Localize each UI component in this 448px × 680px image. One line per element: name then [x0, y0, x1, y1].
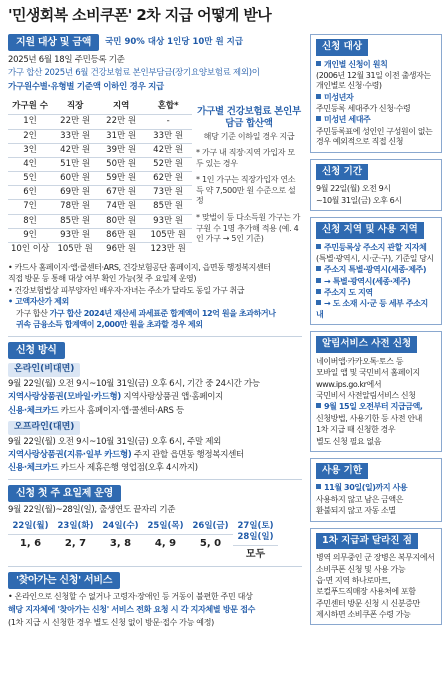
card-item-text: ~10월 31일(금) 오후 6시	[316, 195, 402, 205]
card-period-items	[311, 184, 441, 206]
card-item	[316, 357, 436, 367]
card-item-text: (특별·광역시, 시·군·구), 기준일 당시	[316, 253, 434, 263]
offline-line-2b: 주지 관할 읍면동 행정복지센터	[131, 449, 244, 460]
card-item-text: → 도 소재 시·군 등 세부 주소지 내	[316, 299, 428, 319]
card-item	[316, 288, 436, 298]
card-item-text: 소비쿠폰 신청 및 사용 가능	[316, 564, 406, 574]
card-item-text: 9월 15일 오전부터 지급금액,	[324, 402, 423, 412]
offline-line-3	[8, 463, 302, 474]
header-workplace: 직장	[66, 100, 84, 111]
cell-regional: 39만 원	[98, 143, 144, 157]
card-region-head: 신청 지역 및 사용 지역	[316, 222, 424, 239]
online-line-3	[8, 406, 302, 417]
cell-mixed: 62만 원	[144, 172, 192, 186]
weekday-cell	[233, 521, 278, 562]
support-bullet-5: 가구 합산 가구 합산 2024년 재산세 과세표준 합계액이 12억 원을 초과하거나	[16, 308, 276, 318]
offline-line-3b: 카드사 제휴은행 영업점(오후 4시까지)	[58, 463, 198, 474]
card-item	[316, 425, 436, 435]
card-diff	[310, 528, 442, 626]
card-diff-items	[311, 553, 441, 620]
card-item	[316, 265, 436, 275]
card-item-text: 병역 의무중인 군 장병은 복무지에서	[316, 553, 435, 563]
card-item	[316, 437, 436, 447]
bullet-square-icon	[316, 278, 321, 283]
cell-household: 2인	[8, 129, 52, 143]
card-item	[316, 506, 436, 516]
cell-household: 3인	[8, 143, 52, 157]
side-note-3: * 맞벌이 등 다소득원 가구는 가구원 수 1명 추가해 적용 (예. 4인 가구 → 5인 기준)	[196, 213, 301, 244]
card-item-text: (2006년 12월 31일 이전 출생자는 개인별로 신청·수령)	[316, 70, 431, 91]
offline-head: 오프라인(대면)	[8, 421, 80, 435]
card-item	[316, 610, 436, 620]
visit-line-2: 해당 지자체에 '찾아가는 신청' 서비스 전화 요청 시 각 지자체별 방문 접수	[8, 605, 256, 615]
cell-workplace: 78만 원	[52, 200, 98, 214]
card-alert-items	[311, 357, 441, 447]
card-item-text: 모바일 앱 및 국민비서 홈페이지	[316, 368, 420, 378]
offline-line-1: 9월 22일(월) 오전 9시~10월 31일(금) 오후 6시, 주말 제외	[8, 436, 222, 447]
card-item	[316, 60, 436, 70]
card-item	[316, 414, 436, 424]
bullet-square-icon	[316, 94, 321, 99]
amount-table-row	[8, 200, 192, 214]
cell-household: 1인	[8, 115, 52, 129]
card-item	[316, 71, 436, 92]
cell-regional: 74만 원	[98, 200, 144, 214]
cell-regional: 50만 원	[98, 157, 144, 171]
cell-mixed: 73만 원	[144, 186, 192, 200]
cell-household: 8인	[8, 214, 52, 228]
support-line-3: 가구원수별·유형별 기준액 이하인 경우 지급	[8, 81, 164, 92]
cell-workplace: 51만 원	[52, 157, 98, 171]
card-item	[316, 127, 436, 148]
weekday-date: 27일(토) 28일(일)	[233, 521, 278, 546]
bullet-square-icon	[316, 403, 321, 408]
support-line-1: 2025년 6월 18일 주민등록 기준	[8, 55, 125, 66]
visit-section-head: '찾아가는 신청' 서비스	[8, 572, 120, 589]
card-item	[316, 254, 436, 264]
cell-mixed: 42만 원	[144, 143, 192, 157]
card-item-text: 네이버앱·카카오톡·토스 등	[316, 356, 404, 366]
amount-table-row	[8, 214, 192, 228]
amount-table-row	[8, 243, 192, 257]
offline-line-2a: 지역사랑상품권(지류·일부 카드형)	[8, 449, 132, 460]
online-head: 온라인(비대면)	[8, 363, 80, 377]
weekday-digits: 2, 7	[64, 537, 87, 549]
card-alert	[310, 331, 442, 452]
online-line-3a: 신용·체크카드	[8, 405, 59, 416]
support-bullets	[8, 263, 302, 331]
card-item	[316, 391, 436, 401]
card-target-items	[311, 60, 441, 148]
household-side-note	[196, 106, 302, 245]
amount-table-row	[8, 115, 192, 129]
cell-workplace: 33만 원	[52, 129, 98, 143]
bullet-square-icon	[316, 61, 321, 66]
card-period	[310, 159, 442, 211]
cell-mixed: -	[144, 115, 192, 129]
visit-line-1: • 온라인으로 신청할 수 없거나 고령자·장애인 등 거동이 불편한 주민 대상	[8, 592, 253, 602]
card-item-text: 11월 30일(일)까지 사용	[324, 483, 408, 493]
online-line-2b: 지역사랑상품권 앱·홈페이지	[120, 392, 224, 403]
support-bullet-6: 귀속 금융소득 합계액이 2,000만 원을 초과할 경우 제외	[16, 320, 203, 330]
amount-table-row	[8, 172, 192, 186]
amount-table	[8, 99, 192, 257]
cell-mixed: 85만 원	[144, 200, 192, 214]
card-region-items	[311, 243, 441, 321]
weekday-cell	[53, 521, 98, 562]
card-item-text: 사용하지 않고 남은 금액은	[316, 494, 404, 504]
support-bullet-3: • 건강보험법상 피부양자인 배우자·자녀는 주소가 달라도 동일 가구 취급	[8, 285, 245, 295]
card-item-text: 주민등록상 주소지 관할 지자체	[324, 242, 427, 252]
cell-regional: 86만 원	[98, 228, 144, 242]
weekday-date: 26일(금)	[188, 521, 233, 535]
amount-table-row	[8, 129, 192, 143]
card-item-text: 주민센터 방문 신청 시 신분증만	[316, 598, 420, 608]
offline-line-2	[8, 450, 302, 461]
weekday-table	[8, 521, 302, 562]
support-bullet-4: • 고액자산가 제외	[8, 297, 69, 307]
weekday-cell	[98, 521, 143, 562]
weekday-cell	[188, 521, 233, 562]
cell-household: 6인	[8, 186, 52, 200]
support-header-row	[8, 34, 302, 51]
cell-workplace: 60만 원	[52, 172, 98, 186]
card-item	[316, 565, 436, 575]
header-mixed: 혼합*	[157, 100, 179, 111]
card-period-head: 신청 기간	[316, 164, 368, 181]
support-line-2	[8, 68, 302, 79]
weekday-cell	[143, 521, 188, 562]
amount-table-header	[8, 99, 192, 115]
card-item-text: 주소지 특별·광역시(세종·제주)	[324, 265, 427, 275]
card-deadline-items	[311, 483, 441, 516]
card-item	[316, 277, 436, 287]
cell-regional: 80만 원	[98, 214, 144, 228]
amount-table-row	[8, 143, 192, 157]
online-line-3b: 카드사 홈페이지·앱·콜센터·ARS 등	[58, 405, 184, 416]
cell-household: 4인	[8, 157, 52, 171]
weekday-digits: 모두	[245, 549, 266, 561]
card-item	[316, 587, 436, 597]
card-item-text: 주민등록 세대주가 신청·수령	[316, 104, 411, 114]
cell-mixed: 105만 원	[144, 228, 192, 242]
b5-text: 가구 합산 2024년 재산세 과세표준 합계액이 12억 원을 초과하거나	[49, 308, 276, 318]
cell-workplace: 85만 원	[52, 214, 98, 228]
amount-table-row	[8, 228, 192, 242]
weekday-section	[8, 479, 302, 561]
card-item	[316, 483, 436, 493]
weekday-digits: 3, 8	[109, 537, 132, 549]
weekday-section-head: 신청 첫 주 요일제 운영	[8, 485, 121, 502]
card-item	[316, 599, 436, 609]
card-item	[316, 243, 436, 253]
weekday-digits: 1, 6	[19, 537, 42, 549]
visit-line-3: (1차 지급 시 신청한 경우 별도 신청 없이 방문·접수 가능 예정)	[8, 617, 214, 627]
support-bullet-1: • 카드사 홈페이지·앱·콜센터·ARS, 건강보험공단 홈페이지, 읍면동 행정복지센터	[8, 262, 271, 272]
cell-household: 10인 이상	[8, 243, 52, 257]
card-item-text: 주민등록표에 성인인 구성원이 없는 경우 예외적으로 직접 신청	[316, 126, 433, 147]
support-bullet-2: 직접 방문 등 통해 대상 여부 확인 가능(첫 주 요일제 운영)	[8, 274, 197, 284]
card-target-head: 신청 대상	[316, 39, 368, 56]
weekday-date: 22일(월)	[8, 521, 53, 535]
amount-table-row	[8, 157, 192, 171]
card-item	[316, 93, 436, 103]
card-region	[310, 217, 442, 325]
card-item	[316, 299, 436, 320]
card-item-text: 주소지 도 지역	[324, 288, 373, 298]
card-item-text: www.ips.go.kr에서	[316, 379, 382, 389]
header-household: 가구원 수	[12, 100, 48, 111]
card-item-text: 제시하면 소비쿠폰 수령 가능	[316, 610, 411, 620]
card-item-text: 로컬푸드직매장 사용처에 포함	[316, 587, 416, 597]
card-item	[316, 196, 436, 206]
cell-household: 5인	[8, 172, 52, 186]
card-item-text: 9월 22일(월) 오전 9시	[316, 184, 391, 194]
card-item	[316, 104, 436, 114]
cell-workplace: 69만 원	[52, 186, 98, 200]
cell-workplace: 42만 원	[52, 143, 98, 157]
card-item-text: 1차 지급 때 신청한 경우	[316, 425, 396, 435]
offline-line-3a: 신용·체크카드	[8, 463, 59, 474]
page-title: '민생회복 소비쿠폰' 2차 지급 어떻게 받나	[8, 6, 272, 24]
card-item	[316, 380, 436, 390]
bullet-square-icon	[316, 266, 321, 271]
cell-mixed: 123만 원	[144, 243, 192, 257]
cell-regional: 31만 원	[98, 129, 144, 143]
card-item-text: 미성년 세대주	[324, 115, 371, 125]
header-regional: 지역	[112, 100, 130, 111]
cell-regional: 96만 원	[98, 243, 144, 257]
card-item-text: 국민비서 사전알림서비스 신청	[316, 390, 416, 400]
amount-table-body	[8, 115, 192, 257]
cell-mixed: 33만 원	[144, 129, 192, 143]
card-item-text: 신청방법, 사용기한 등 사전 안내	[316, 413, 422, 423]
online-line-2a: 지역사랑상품권(모바일·카드형)	[8, 392, 121, 403]
card-item	[316, 576, 436, 586]
side-note-2: * 1인 가구는 직장가입자 연소득 약 7,500만 원 수준으로 설정	[196, 175, 296, 206]
weekday-digits: 5, 0	[199, 537, 222, 549]
support-line-2-text: 가구 합산 2025년 6월 건강보험료 본인부담금(장기요양보험료 제외)이	[8, 68, 260, 79]
bullet-square-icon	[316, 484, 321, 489]
card-alert-head: 알림서비스 사전 신청	[316, 336, 417, 353]
bullet-square-icon	[316, 244, 321, 249]
weekday-date: 25일(목)	[143, 521, 188, 535]
bullet-square-icon	[316, 116, 321, 121]
cell-household: 7인	[8, 200, 52, 214]
card-target	[310, 34, 442, 153]
method-section-head: 신청 방식	[8, 342, 65, 359]
card-item-text: 환불되지 않고 자동 소멸	[316, 506, 396, 516]
cell-workplace: 93만 원	[52, 228, 98, 242]
right-column	[310, 34, 442, 625]
cell-regional: 67만 원	[98, 186, 144, 200]
card-item	[316, 495, 436, 505]
card-item	[316, 553, 436, 563]
bullet-square-icon	[316, 300, 321, 305]
card-item-text: 개인별 신청이 원칙	[324, 59, 388, 69]
weekday-digits: 4, 9	[154, 537, 177, 549]
bullet-square-icon	[316, 289, 321, 294]
visit-section	[8, 566, 302, 628]
weekday-date: 23일(화)	[53, 521, 98, 535]
card-item	[316, 368, 436, 378]
card-deadline-head: 사용 기한	[316, 463, 368, 480]
card-deadline	[310, 458, 442, 522]
side-note-sub: 해당 기준 이하일 경우 지급	[203, 131, 295, 141]
card-item-text: → 특별·광역시(세종·제주)	[324, 276, 411, 286]
cell-workplace: 105만 원	[52, 243, 98, 257]
cell-regional: 22만 원	[98, 115, 144, 129]
side-note-1: * 가구 내 직장·지역 가입자 모두 있는 경우	[196, 148, 295, 168]
online-line-1: 9월 22일(월) 오전 9시~10월 31일(금) 오후 6시, 기간 중 24시간 가능	[8, 379, 260, 390]
card-item	[316, 184, 436, 194]
amount-table-row	[8, 186, 192, 200]
support-section-head: 지원 대상 및 금액	[8, 34, 99, 51]
online-line-2	[8, 392, 302, 403]
card-item-text: 별도 신청 필요 없음	[316, 436, 382, 446]
card-item	[316, 402, 436, 412]
weekday-cell	[8, 521, 53, 562]
method-section	[8, 336, 302, 474]
side-note-title: 가구별 건강보험료 본인부담금 합산액	[197, 106, 301, 129]
cell-mixed: 52만 원	[144, 157, 192, 171]
support-highlight: 국민 90% 대상 1인당 10만 원 지급	[105, 36, 244, 47]
cell-mixed: 93만 원	[144, 214, 192, 228]
cell-regional: 59만 원	[98, 172, 144, 186]
card-item-text: 읍·면 지역 하나로마트,	[316, 575, 391, 585]
card-item-text: 미성년자	[324, 92, 354, 102]
weekday-sub: 9월 22일(월)~28일(일), 출생연도 끝자리 기준	[8, 505, 176, 516]
cell-workplace: 22만 원	[52, 115, 98, 129]
support-bullet-5-text	[50, 309, 276, 318]
cell-household: 9인	[8, 228, 52, 242]
weekday-date: 24일(수)	[98, 521, 143, 535]
card-diff-head: 1차 지급과 달라진 점	[316, 533, 418, 550]
card-item	[316, 115, 436, 125]
